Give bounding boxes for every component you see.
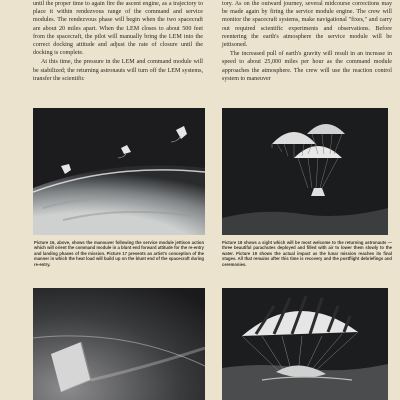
right-paragraph-2: The increased pull of earth's gravity will result in an increase in speed to about 25,000 miles per hour as the command module approaches the atmosphere. The crew will use the reaction control system to maneuver <box>222 51 392 82</box>
left-paragraph-1: until the proper time to again fire the ascent engine, as a trajectory to place it within rendezvous range of the command and service modules. The rendezvous phase will begin when the two spacecraft are about 20 miles apart. When the LEM closes to about 500 feet from the spacecraft, the pilot will manually bring the LEM into the correct docking attitude and adjust the rate of closure until the docking is complete. <box>33 1 203 57</box>
spacecraft-over-earth-illustration <box>33 108 205 235</box>
left-text-column <box>33 0 203 84</box>
right-paragraph-1: tory. As on the outward journey, several midcourse corrections may be made again by firing the service module engine. The crew will monitor the spacecraft systems, make navigational "fixes," and carry out required scientific experiments and observations. Before reentering the earth's atmosphere the service module will be jettisoned. <box>222 1 392 49</box>
right-text-column <box>222 0 392 84</box>
left-caption: Picture 16, above, shows the manouver following the service module jettison action which will orient the command module in a blunt end forward attitude for the re-entry and landing phases of the mission. Picture 17 presents an artist's conception of the manner in which the heat load will build up on the blunt end of the spacecraft during re-entry. <box>34 240 204 267</box>
right-caption: Picture 18 shows a sight which will be most welcome to the returning astronauts — three beautiful parachutes deployed and filled with air to lower them slowly to the water. Picture 19 shows the actual impact as the lunar mission reaches its final stages. All that remains after this time is recovery and the postflight debriefings and ceremonies. <box>222 240 392 267</box>
splashdown-illustration <box>222 288 388 400</box>
three-parachutes-illustration <box>222 108 388 235</box>
left-paragraph-2: At this time, the pressure in the LEM and command module will be stabilized; the returning astronauts will turn off the LEM systems, transfer the scientific <box>33 59 203 82</box>
command-module-reentry-illustration <box>33 288 205 400</box>
